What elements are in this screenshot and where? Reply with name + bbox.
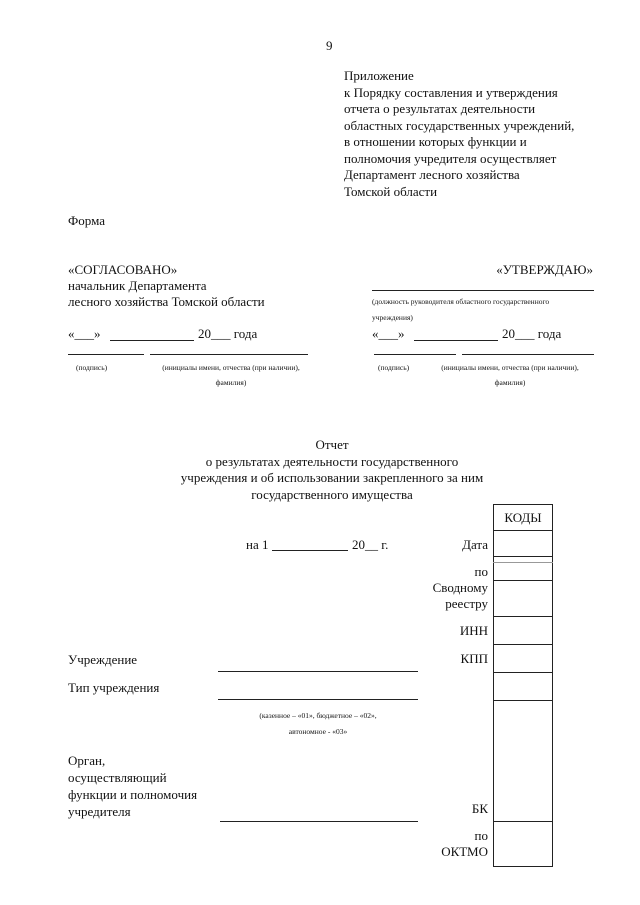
report-title-line: Отчет bbox=[315, 437, 349, 452]
approved-date-prefix: «___» bbox=[372, 326, 405, 341]
appendix-block bbox=[344, 68, 574, 200]
type-caption bbox=[218, 710, 418, 737]
agreed-line2: лесного хозяйства Томской области bbox=[68, 294, 265, 309]
code-label-line: ОКТМО bbox=[441, 844, 488, 859]
field-label-institution: Учреждение bbox=[68, 652, 138, 667]
approved-name-line[interactable] bbox=[462, 354, 594, 355]
caption-line: учреждения) bbox=[372, 313, 413, 322]
agreed-date-blank[interactable] bbox=[110, 340, 194, 341]
caption-line: (инициалы имени, отчества (при наличии), bbox=[441, 363, 579, 372]
approved-name-caption bbox=[424, 362, 596, 388]
caption-line: (инициалы имени, отчества (при наличии), bbox=[162, 363, 300, 372]
organ-label-line: функции и полномочия bbox=[68, 787, 198, 802]
code-label-registry bbox=[400, 564, 488, 612]
organ-label-line: учредителя bbox=[68, 804, 131, 819]
code-label-oktmo bbox=[420, 828, 488, 860]
code-label-inn: ИНН bbox=[459, 623, 488, 638]
code-label-line: по bbox=[474, 564, 488, 579]
approved-signature-caption: (подпись) bbox=[378, 363, 410, 372]
codes-row-divider bbox=[493, 644, 553, 645]
organ-input-line[interactable] bbox=[220, 821, 418, 822]
approved-title: «УТВЕРЖДАЮ» bbox=[496, 262, 593, 277]
report-title bbox=[132, 437, 532, 503]
agreed-title: «СОГЛАСОВАНО» bbox=[68, 262, 178, 277]
code-label-date: Дата bbox=[462, 537, 488, 552]
institution-input-line[interactable] bbox=[218, 671, 418, 672]
appendix-line: Томской области bbox=[344, 183, 438, 199]
codes-row-divider bbox=[493, 580, 553, 581]
codes-column bbox=[493, 504, 553, 867]
codes-row-divider bbox=[493, 562, 553, 563]
approved-date-blank[interactable] bbox=[414, 340, 498, 341]
code-label-line: реестру bbox=[445, 596, 488, 611]
codes-row-divider bbox=[493, 616, 553, 617]
report-date-prefix: на 1 bbox=[246, 537, 269, 552]
codes-header: КОДЫ bbox=[493, 504, 553, 531]
caption-line: (казенное – «01», бюджетное – «02», bbox=[259, 711, 377, 720]
appendix-line: к Порядку составления и утверждения bbox=[344, 84, 558, 100]
approved-position-caption bbox=[372, 296, 602, 323]
code-label-bk: БК bbox=[471, 801, 488, 816]
agreed-date-prefix: «___» bbox=[68, 326, 101, 341]
code-label-line: Сводному bbox=[432, 580, 488, 595]
appendix-line: Приложение bbox=[344, 68, 414, 83]
code-label-kpp: КПП bbox=[460, 651, 488, 666]
agreed-name-caption bbox=[146, 362, 316, 388]
approved-signature-line[interactable] bbox=[374, 354, 456, 355]
agreed-date-year: 20___ года bbox=[198, 326, 258, 341]
codes-row-divider bbox=[493, 672, 553, 673]
report-title-line: учреждения и об использовании закрепленного за ним bbox=[180, 470, 484, 485]
form-label: Форма bbox=[68, 213, 105, 228]
appendix-line: отчета о результатах деятельности bbox=[344, 101, 536, 116]
caption-line: (должность руководителя областного государственного bbox=[372, 297, 550, 306]
code-label-line: по bbox=[474, 828, 488, 843]
type-input-line[interactable] bbox=[218, 699, 418, 700]
report-title-line: государственного имущества bbox=[251, 486, 413, 502]
field-label-organ bbox=[68, 752, 197, 820]
agreed-name-line[interactable] bbox=[150, 354, 308, 355]
field-label-type: Тип учреждения bbox=[68, 680, 160, 695]
appendix-line: областных государственных учреждений, bbox=[344, 117, 575, 133]
agreed-signature-caption: (подпись) bbox=[76, 363, 108, 372]
appendix-line: Департамент лесного хозяйства bbox=[344, 167, 520, 182]
codes-row-divider bbox=[493, 821, 553, 822]
agreed-line1: начальник Департамента bbox=[68, 278, 207, 293]
organ-label-line: Орган, bbox=[68, 753, 106, 768]
page-number: 9 bbox=[326, 38, 333, 53]
codes-row-divider bbox=[493, 700, 553, 701]
caption-line: фамилия) bbox=[215, 378, 247, 387]
codes-row-divider bbox=[493, 556, 553, 557]
agreed-signature-line[interactable] bbox=[68, 354, 144, 355]
organ-label-line: осуществляющий bbox=[68, 770, 167, 785]
caption-line: фамилия) bbox=[494, 378, 526, 387]
approved-date-year: 20___ года bbox=[502, 326, 562, 341]
report-date-year: 20__ г. bbox=[352, 537, 389, 552]
approved-position-line[interactable] bbox=[372, 290, 594, 291]
caption-line: автономное - «03» bbox=[288, 727, 348, 736]
report-title-line: о результатах деятельности государственного bbox=[205, 453, 459, 469]
report-date-blank[interactable] bbox=[272, 550, 348, 551]
appendix-line: в отношении которых функции и bbox=[344, 134, 527, 149]
appendix-line: полномочия учредителя осуществляет bbox=[344, 150, 557, 166]
